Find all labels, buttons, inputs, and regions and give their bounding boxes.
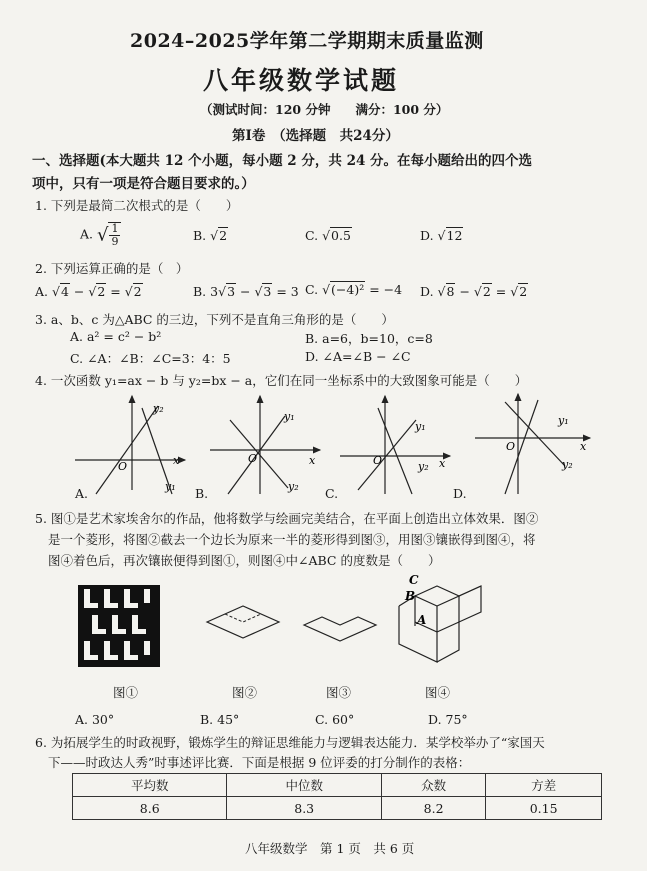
q2-c-eq: = −4 (365, 282, 403, 297)
q4-graph-b (210, 396, 320, 494)
q4-a-x: x (173, 454, 180, 467)
q2-d-rad1: 8 (446, 284, 455, 299)
table-cell-mode: 8.2 (381, 797, 485, 820)
q2-b-rad1: 3 (227, 284, 236, 299)
q2-b-eq: = 3 (272, 284, 299, 299)
table-header-median: 中位数 (227, 774, 381, 797)
table-header-variance: 方差 (486, 774, 602, 797)
q4-d-y1: y₁ (558, 414, 569, 427)
q1-d-radicand: 12 (446, 228, 463, 243)
q2-d-rad3: 2 (519, 284, 528, 299)
table-row (73, 797, 602, 820)
q1-c-radicand: 0.5 (331, 228, 351, 243)
table-cell-mean: 8.6 (73, 797, 227, 820)
q4-graph-d (475, 394, 590, 494)
q1-stem: 1. 下列是最简二次根式的是（ ） (35, 198, 239, 213)
q5-figure-2 (203, 600, 283, 650)
q2-option-c: C. √(−4)² = −4 (305, 282, 403, 297)
q2-option-d: D. √8 − √2 = √2 (420, 284, 528, 299)
table-header-mode: 众数 (381, 774, 485, 797)
q4-a-origin: O (118, 460, 128, 473)
q5-fig4-caption: 图④ (425, 685, 451, 700)
q2-option-a: A. √4 − √2 = √2 (35, 284, 142, 299)
q5-figure-3 (300, 605, 380, 650)
q4-c-y1: y₁ (415, 420, 426, 433)
q5-line2: 是一个菱形，将图②截去一个边长为原来一半的菱形得到图③，用图③镶嵌得到图④，将 (48, 532, 536, 547)
table-header-mean: 平均数 (73, 774, 227, 797)
q3-option-a: A. a² = c² − b² (70, 329, 162, 344)
q1-a-numerator: 1 (111, 222, 119, 235)
q1-a-denominator: 9 (111, 235, 119, 248)
table-cell-median: 8.3 (227, 797, 381, 820)
q4-graphs (60, 390, 630, 502)
q4-b-origin: O (248, 452, 258, 465)
q6-line1: 6. 为拓展学生的时政视野，锻炼学生的辩证思维能力与逻辑表达能力．某学校举办了“家国天 (35, 735, 545, 750)
q1-option-c: C. √0.5 (305, 228, 351, 243)
q4-d-origin: O (506, 440, 516, 453)
q2-b-coef: 3 (210, 284, 219, 299)
q2-stem: 2. 下列运算正确的是（ ） (35, 261, 189, 276)
q3-option-d: D. ∠A=∠B − ∠C (305, 349, 411, 364)
q1-option-a: A. √ $\frac{1}{9}$ (80, 222, 121, 248)
q4-stem: 4. 一次函数 y₁=ax − b 与 y₂=bx − a，它们在同一坐标系中的大致图象可能是（ ） (35, 373, 528, 388)
section-heading-line2: 项中，只有一项是符合题目要求的。） (32, 176, 255, 192)
page-footer: 八年级数学 第 1 页 共 6 页 (245, 841, 415, 856)
q2-option-b: B. 3√3 − √3 = 3 (193, 284, 299, 299)
q5-fig3-caption: 图③ (326, 685, 352, 700)
q1-option-c-letter: C. (305, 228, 319, 243)
q4-c-origin: O (373, 454, 383, 467)
q4-b-x: x (309, 454, 316, 467)
q4-a-y1: y₁ (165, 480, 176, 493)
q5-fig4-label-c: C (409, 573, 419, 587)
q4-label-c: C. (325, 486, 339, 501)
q2-option-d-letter: D. (420, 284, 434, 299)
section-heading-line1: 一、选择题(本大题共 12 个小题，每小题 2 分，共 24 分。在每小题给出的四个选 (32, 153, 533, 169)
q6-stats-table (72, 773, 602, 820)
part-title: 第Ⅰ卷 （选择题 共24分） (232, 128, 399, 144)
q4-graph-c (340, 396, 450, 494)
q4-d-y2: y₂ (562, 458, 573, 471)
q1-option-b: B. √2 (193, 228, 228, 243)
q5-fig4-label-b: B (405, 589, 416, 603)
q2-option-c-letter: C. (305, 282, 319, 297)
table-header-row (73, 774, 602, 797)
q3-stem: 3. a、b、c 为△ABC 的三边，下列不是直角三角形的是（ ） (35, 312, 394, 327)
q5-option-b: B. 45° (200, 712, 240, 727)
q3-option-b: B. a=6，b=10，c=8 (305, 331, 433, 346)
q1-option-b-letter: B. (193, 228, 207, 243)
q4-graph-a (75, 396, 185, 494)
q2-a-rad3: 2 (133, 284, 142, 299)
q2-a-rad2: 2 (97, 284, 106, 299)
q4-b-y2: y₂ (288, 480, 299, 493)
q5-figure-4 (385, 572, 485, 672)
q2-a-rad1: 4 (60, 284, 69, 299)
q5-figure-1 (78, 585, 160, 667)
q5-option-c: C. 60° (315, 712, 355, 727)
q4-label-d: D. (453, 486, 467, 501)
q4-c-x: x (439, 457, 446, 470)
q4-b-y1: y₁ (284, 410, 295, 423)
q4-d-x: x (580, 440, 587, 453)
q2-c-rad: (−4)² (331, 282, 365, 297)
q1-option-d: D. √12 (420, 228, 463, 243)
q5-line3: 图④着色后，再次镶嵌便得到图①，则图④中∠ABC 的度数是（ ） (48, 553, 441, 568)
q5-fig4-label-a: A (417, 613, 427, 627)
q2-d-eq: = (491, 284, 511, 299)
q2-b-minus: − (236, 284, 255, 299)
exam-title: 2024–2025学年第二学期期末质量监测 (130, 30, 484, 52)
q1-option-d-letter: D. (420, 228, 434, 243)
table-cell-variance: 0.15 (486, 797, 602, 820)
subject-title: 八年级数学试题 (203, 66, 400, 95)
q2-option-b-letter: B. (193, 284, 207, 299)
q5-option-d: D. 75° (428, 712, 468, 727)
q5-fig1-caption: 图① (113, 685, 139, 700)
exam-info: （测试时间：120 分钟 满分：100 分） (200, 102, 449, 117)
q2-a-eq: = (106, 284, 125, 299)
q2-option-a-letter: A. (35, 284, 49, 299)
q1-option-a-letter: A. (80, 226, 94, 242)
q4-label-a: A. (75, 486, 89, 501)
q3-option-c: C. ∠A：∠B：∠C=3：4：5 (70, 351, 231, 366)
q2-b-rad2: 3 (263, 284, 272, 299)
q5-line1: 5. 图①是艺术家埃舍尔的作品，他将数学与绘画完美结合，在平面上创造出立体效果．图② (35, 511, 539, 526)
q5-fig2-caption: 图② (232, 685, 258, 700)
q4-c-y2: y₂ (418, 460, 429, 473)
q2-d-minus: − (455, 284, 474, 299)
q4-a-y2: y₂ (153, 402, 164, 415)
q4-label-b: B. (195, 486, 209, 501)
q2-d-rad2: 2 (482, 284, 491, 299)
q1-b-radicand: 2 (219, 228, 228, 243)
q6-line2: 下——时政达人秀”时事述评比赛．下面是根据 9 位评委的打分制作的表格： (48, 755, 471, 770)
q2-a-minus: − (69, 284, 89, 299)
q5-option-a: A. 30° (75, 712, 115, 727)
